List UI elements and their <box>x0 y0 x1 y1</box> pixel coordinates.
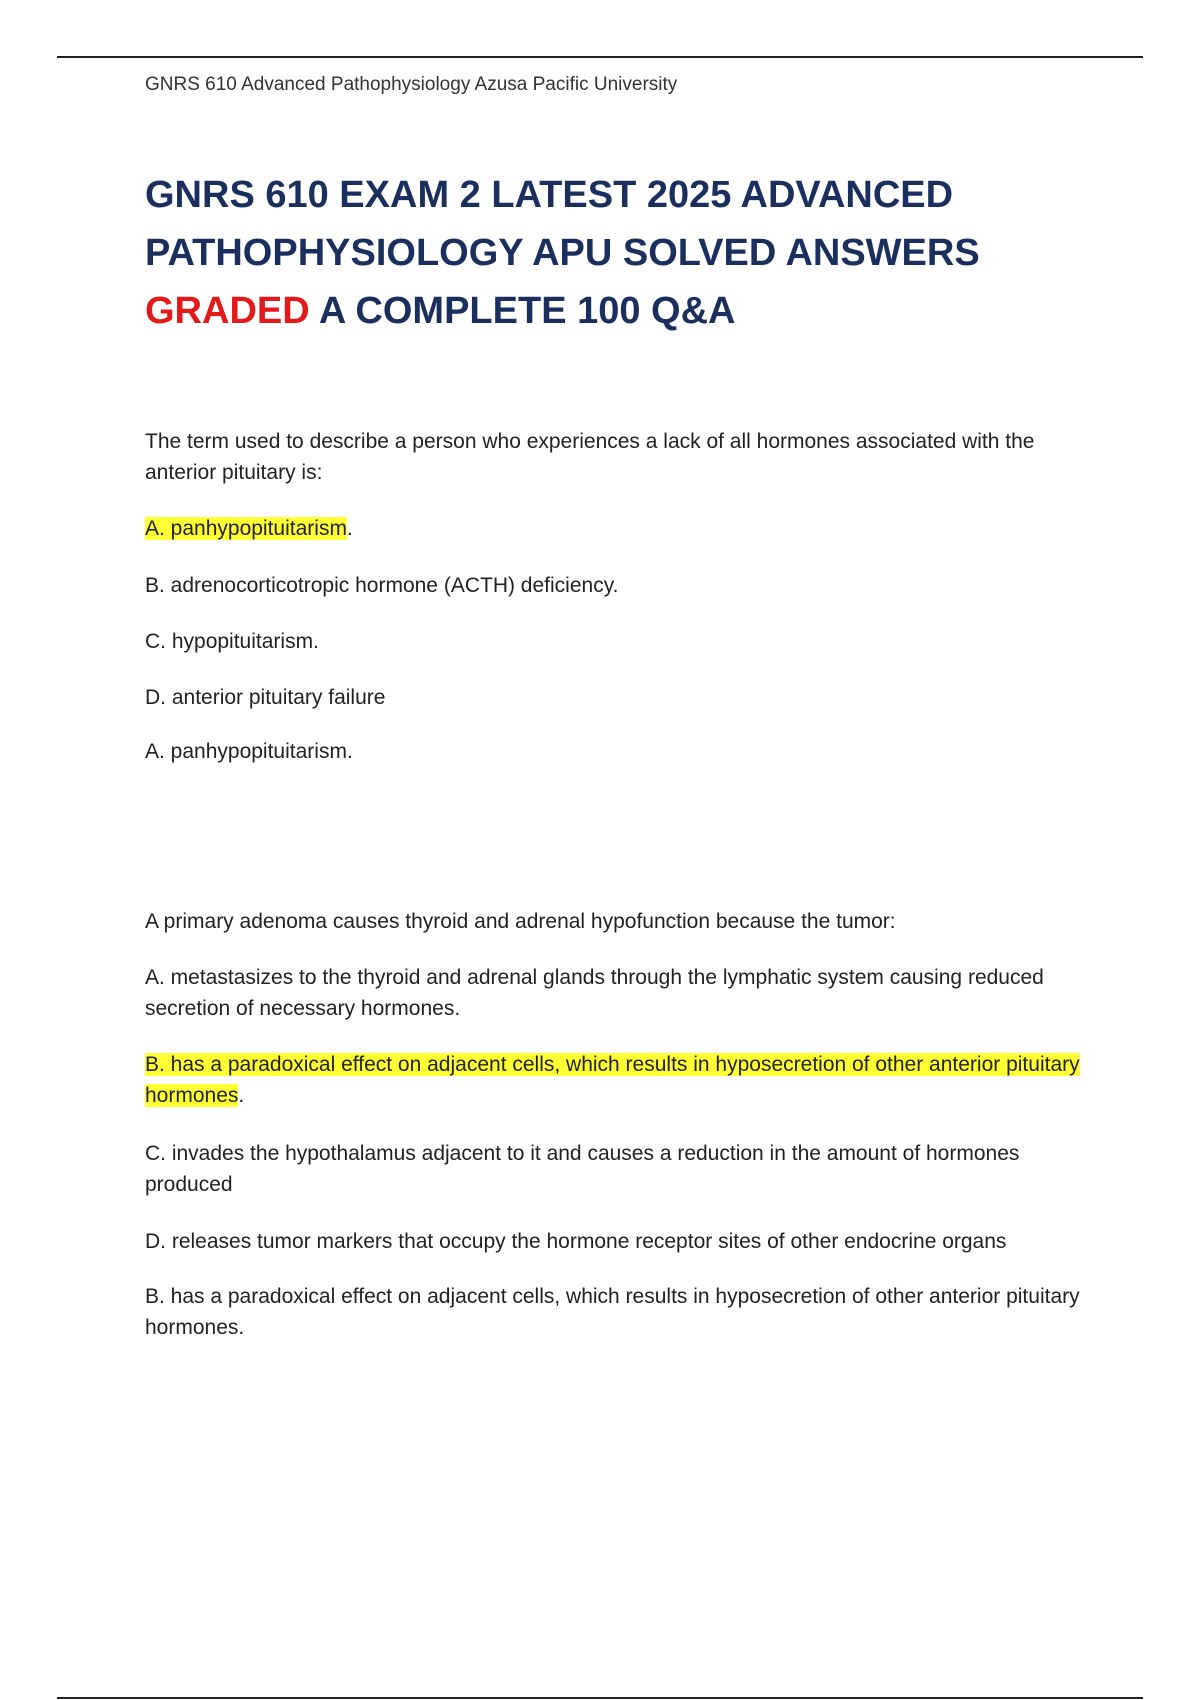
question-2-answer: B. has a paradoxical effect on adjacent cells, which results in hyposecretion of other anterior pituitary hormones. <box>145 1285 1080 1339</box>
question-2-option-c: C. invades the hypothalamus adjacent to it and causes a reduction in the amount of hormones produced <box>145 1142 1020 1196</box>
question-2-prompt: A primary adenoma causes thyroid and adrenal hypofunction because the tumor: <box>145 910 896 933</box>
question-1-option-c: C. hypopituitarism. <box>145 630 319 653</box>
top-rule <box>57 56 1143 58</box>
question-1-option-a <box>145 513 1085 544</box>
document-title <box>145 166 1105 340</box>
question-2-option-b-period: . <box>238 1084 245 1107</box>
question-2-option-d: D. releases tumor markers that occupy the hormone receptor sites of other endocrine organs <box>145 1230 1007 1253</box>
question-1-prompt: The term used to describe a person who experiences a lack of all hormones associated with the anterior pituitary is: <box>145 430 1035 484</box>
title-line-3-rest: A COMPLETE 100 Q&A <box>309 290 736 332</box>
title-line-3 <box>145 282 1105 340</box>
question-1-answer: A. panhypopituitarism. <box>145 740 353 763</box>
question-2-option-b-highlight: B. has a paradoxical effect on adjacent cells, which results in hyposecretion of other anterior pituitary hormones <box>145 1053 1080 1107</box>
bottom-rule <box>57 1697 1143 1699</box>
running-header: GNRS 610 Advanced Pathophysiology Azusa Pacific University <box>145 74 678 95</box>
question-1-option-a-highlight: A. panhypopituitarism <box>145 517 347 540</box>
question-2-option-a: A. metastasizes to the thyroid and adrenal glands through the lymphatic system causing reduced secretion of necessary hormones. <box>145 966 1044 1020</box>
title-line-2: PATHOPHYSIOLOGY APU SOLVED ANSWERS <box>145 232 980 274</box>
question-2-option-b <box>145 1049 1085 1111</box>
question-1-option-a-period: . <box>346 517 353 540</box>
title-graded-word: GRADED <box>145 290 310 332</box>
question-1-option-d: D. anterior pituitary failure <box>145 686 386 709</box>
question-1-option-b: B. adrenocorticotropic hormone (ACTH) deficiency. <box>145 574 619 597</box>
title-line-1: GNRS 610 EXAM 2 LATEST 2025 ADVANCED <box>145 174 954 216</box>
